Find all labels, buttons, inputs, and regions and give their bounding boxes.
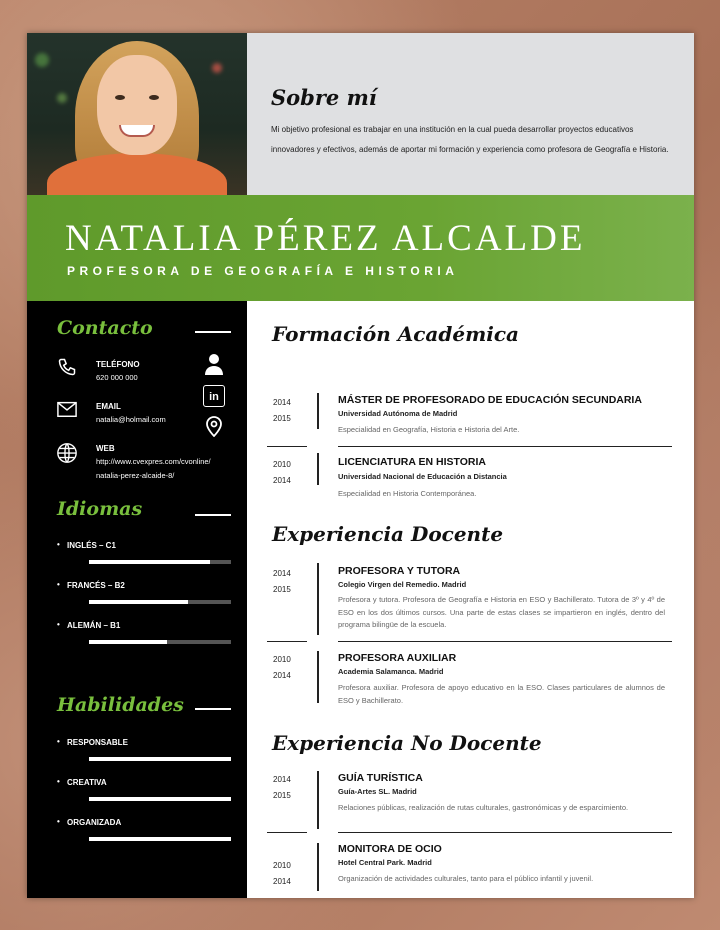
person-role: PROFESORA DE GEOGRAFÍA E HISTORIA (67, 264, 459, 278)
teaching-entry-org: Academia Salamanca. Madrid (338, 667, 444, 676)
nonteaching-entry-title: GUÍA TURÍSTICA (338, 772, 423, 784)
nonteaching-entry-title: MONITORA DE OCIO (338, 843, 442, 855)
person-name: NATALIA PÉREZ ALCALDE (65, 218, 586, 259)
skills-item: • ORGANIZADA (67, 818, 121, 827)
teaching-date-end: 2015 (273, 585, 291, 594)
web-link-line2[interactable]: natalia-perez-alcaide-8/ (96, 471, 175, 480)
languages-heading: Idiomas (57, 498, 143, 520)
timeline-line (317, 453, 319, 485)
divider (267, 641, 307, 642)
education-date-end: 2014 (273, 476, 291, 485)
nonteaching-entry-desc: Relaciones públicas, realización de rutas culturales, gastronómicas y de esparcimiento. (338, 803, 629, 812)
about-title: Sobre mí (271, 85, 377, 110)
skills-level-bar (89, 837, 231, 841)
timeline-line (317, 651, 319, 703)
languages-level-bar (89, 560, 231, 564)
email-label: EMAIL (96, 402, 121, 411)
nonteaching-date-end: 2014 (273, 877, 291, 886)
level-fill (89, 797, 231, 801)
timeline-line (317, 843, 319, 891)
languages-item: • FRANCÉS – B2 (67, 581, 125, 590)
education-date-start: 2010 (273, 460, 291, 469)
teaching-entry-org: Colegio Virgen del Remedio. Madrid (338, 580, 467, 589)
level-fill (89, 757, 231, 761)
divider (338, 832, 672, 833)
email-value[interactable]: natalia@holmail.com (96, 415, 166, 424)
nonteaching-entry-org: Guía-Artes SL. Madrid (338, 787, 417, 796)
divider (338, 641, 672, 642)
languages-level-bar (89, 640, 231, 644)
timeline-line (317, 393, 319, 429)
teaching-entry-title: PROFESORA AUXILIAR (338, 652, 457, 664)
about-section (247, 33, 694, 195)
divider (338, 446, 672, 447)
timeline-line (317, 771, 319, 829)
teaching-date-end: 2014 (273, 671, 291, 680)
nonteaching-date-start: 2010 (273, 861, 291, 870)
timeline-line (317, 563, 319, 635)
languages-level-bar (89, 600, 231, 604)
skills-item: • RESPONSABLE (67, 738, 128, 747)
nonteaching-entry-org: Hotel Central Park. Madrid (338, 858, 432, 867)
resume-page (27, 33, 694, 898)
teaching-date-start: 2014 (273, 569, 291, 578)
skills-level-bar (89, 757, 231, 761)
nonteaching-heading: Experiencia No Docente (272, 731, 542, 755)
level-fill (89, 600, 188, 604)
phone-icon (55, 357, 79, 381)
languages-item: • ALEMÁN – B1 (67, 621, 120, 630)
level-fill (89, 837, 231, 841)
web-label: WEB (96, 444, 115, 453)
web-link-line1[interactable]: http://www.cvexpres.com/cvonline/ (96, 457, 211, 466)
education-entry-desc: Especialidad en Geografía, Historia e Historia del Arte. (338, 425, 520, 434)
teaching-entry-title: PROFESORA Y TUTORA (338, 565, 461, 577)
teaching-entry-desc: Profesora auxiliar. Profesora de apoyo educativo en la ESO. Clases particulares de alumnos de ESO y Bachillerato. (338, 683, 665, 705)
teaching-entry-desc: Profesora y tutora. Profesora de Geografía e Historia en ESO y Bachillerato. Tutora de 3º y 4º de ESO en los dos últimos cursos. Una parte de estas clases se impartieron en inglés, dentro del programa bilingüe de la escuela. (338, 595, 665, 629)
divider (195, 331, 231, 333)
divider (267, 832, 307, 833)
education-heading: Formación Académica (272, 322, 519, 346)
level-fill (89, 560, 210, 564)
divider (195, 514, 231, 516)
nonteaching-entry-desc: Organización de actividades culturales, tanto para el público infantil y juvenil. (338, 874, 594, 883)
languages-item: • INGLÉS – C1 (67, 541, 116, 550)
education-entry-title: MÁSTER DE PROFESORADO DE EDUCACIÓN SECUNDARIA (338, 394, 642, 406)
education-entry-org: Universidad Nacional de Educación a Distancia (338, 472, 507, 481)
linkedin-icon[interactable]: in (203, 385, 225, 407)
level-fill (89, 640, 167, 644)
profile-photo (27, 33, 247, 195)
main-content (247, 301, 694, 898)
divider (267, 446, 307, 447)
skills-item: • CREATIVA (67, 778, 107, 787)
sidebar (27, 301, 247, 898)
phone-label: TELÉFONO (96, 360, 140, 369)
skills-level-bar (89, 797, 231, 801)
teaching-date-start: 2010 (273, 655, 291, 664)
contact-heading: Contacto (57, 317, 153, 339)
location-pin-icon (203, 415, 225, 437)
phone-value: 620 000 000 (96, 373, 138, 382)
nonteaching-date-start: 2014 (273, 775, 291, 784)
divider (195, 708, 231, 710)
education-date-end: 2015 (273, 414, 291, 423)
user-icon (203, 353, 225, 375)
education-entry-org: Universidad Autónoma de Madrid (338, 409, 458, 418)
education-entry-desc: Especialidad en Historia Contemporánea. (338, 489, 477, 498)
education-date-start: 2014 (273, 398, 291, 407)
name-banner (27, 195, 694, 301)
nonteaching-date-end: 2015 (273, 791, 291, 800)
education-entry-title: LICENCIATURA EN HISTORIA (338, 456, 486, 468)
about-text: Mi objetivo profesional es trabajar en una institución en la cual pueda desarrollar proyectos educativos innovadores y efectivos, además de aportar mi formación y experiencia como profesora de Geografía e Historia. (271, 125, 669, 154)
skills-heading: Habilidades (57, 694, 184, 716)
teaching-heading: Experiencia Docente (272, 522, 504, 546)
envelope-icon (55, 399, 79, 423)
globe-icon (55, 442, 79, 466)
